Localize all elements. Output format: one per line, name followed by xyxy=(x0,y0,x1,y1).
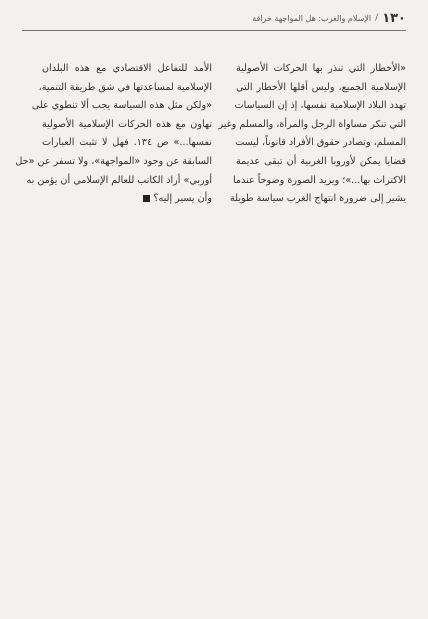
header-separator: / xyxy=(375,13,379,23)
text-line: «ولكن مثل هذه السياسة يجب ألا تنطوي على xyxy=(31,100,212,112)
running-title: الإسلام والغرب: هل المواجهة خرافة xyxy=(252,13,372,23)
text-line: تهاون مع هذه الحركات الإسلامية الأصولية xyxy=(42,118,212,130)
text-line: تهدد البلاد الإسلامية نفسها، إذ إن السياسات xyxy=(234,100,406,112)
text-line-final xyxy=(42,190,212,209)
text-line: قضايا يمكن لأوروبا الغربية أن تبقى عديمة xyxy=(236,155,406,167)
body-text xyxy=(15,60,406,209)
text-line: الأمد للتفاعل الاقتصادي مع هذه البلدان xyxy=(42,63,212,74)
text-line: السابقة عن وجود «المواجهة»، ولا تسفر عن «حل xyxy=(15,155,212,167)
text-line: يشير إلى ضرورة انتهاج الغرب سياسة طويلة xyxy=(230,193,406,205)
end-of-article-square-icon xyxy=(143,195,150,202)
text-line: المسلم، وتصادر حقوق الأفراد قانوناً، ليست xyxy=(235,137,406,149)
header-rule xyxy=(22,30,406,31)
left-column xyxy=(15,60,212,209)
right-column xyxy=(218,60,406,209)
page-number: ١٣٠ xyxy=(382,10,406,26)
text-line: «الأخطار التي تنذر بها الحركات الأصولية xyxy=(236,63,406,74)
text-line: أوربي» أراد الكاتب للعالم الإسلامي أن يؤمن به xyxy=(26,174,212,186)
text-line: الاكتراث بها...»؛ ويزيد الصورة وضوحاً عندما xyxy=(232,174,406,186)
text-line: الإسلامية لمساعدتها في شق طريقة التنمية، xyxy=(38,81,212,93)
running-header xyxy=(252,10,406,26)
text-line: الإسلامية الجميع، وليس أقلها الأخطار التي xyxy=(236,81,406,93)
text-line: نفسها...» ص ١٣٤. فهل لا تثبت العبارات xyxy=(42,137,212,149)
text-line: التي تنكر مساواة الرجل والمرأة، والمسلم وغير xyxy=(218,118,406,130)
final-line-text: وأن يسير إليه؟ xyxy=(153,193,212,205)
